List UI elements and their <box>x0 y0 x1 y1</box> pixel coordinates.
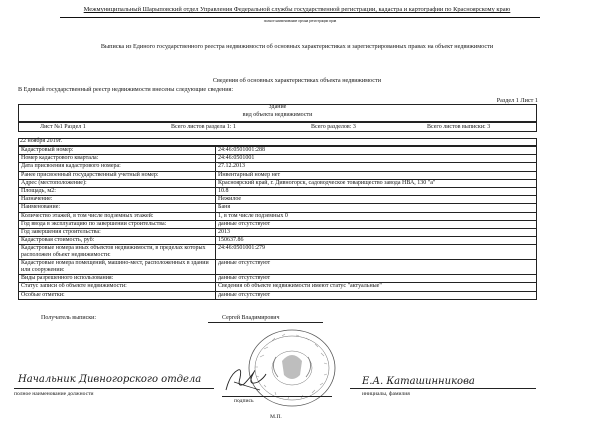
intro-text: В Единый государственный реестр недвижимости внесены следующие сведения: <box>18 86 234 93</box>
sheets-total: Всего листов выписки: 3 <box>427 124 491 130</box>
row-label: Статус записи об объекте недвижимости: <box>19 283 216 291</box>
table-row <box>19 220 537 228</box>
table-row <box>19 275 537 283</box>
table-row <box>19 260 537 275</box>
table-row <box>19 163 537 171</box>
row-value: 24:46:0501001:288 <box>216 147 537 155</box>
row-label: Дата присвоения кадастрового номера: <box>19 163 216 171</box>
row-label: Кадастровые номера иных объектов недвижимости, в пределах которых расположен объект недвижимости: <box>19 245 216 260</box>
row-label: Виды разрешенного использования: <box>19 275 216 283</box>
name-caption: инициалы, фамилия <box>362 391 410 397</box>
table-row <box>19 245 537 260</box>
office-caption: полное наименование органа регистрации прав <box>60 17 540 23</box>
table-row <box>19 228 537 236</box>
sheets-in-section: Всего листов раздела 1: 1 <box>171 124 236 130</box>
table-row <box>19 187 537 195</box>
table-row <box>19 283 537 291</box>
position-underline <box>14 388 214 389</box>
row-label: Количество этажей, в том числе подземных этажей: <box>19 212 216 220</box>
position-caption: полное наименование должности <box>14 391 94 397</box>
row-value: 27.12.2013 <box>216 163 537 171</box>
row-value: Красноярский край, г. Дивногорск, садоводческое товарищество завода НВА, 130 "а" <box>216 179 537 187</box>
table-row <box>19 171 537 179</box>
row-value: данные отсутствуют <box>216 291 537 299</box>
recipient-value: Сергей Владимирович <box>222 315 280 321</box>
row-label: Кадастровый номер: <box>19 147 216 155</box>
table-row <box>19 291 537 299</box>
row-value: 10.8 <box>216 187 537 195</box>
table-row <box>19 155 537 163</box>
name-underline <box>350 388 536 389</box>
row-value: Инвентарный номер нет <box>216 171 537 179</box>
row-value: 24:46:0501001 <box>216 155 537 163</box>
section-label: Раздел 1 Лист 1 <box>496 97 538 104</box>
row-label: Особые отметки: <box>19 291 216 299</box>
table-row <box>19 196 537 204</box>
row-value: 150637.86 <box>216 237 537 245</box>
document-title: Выписка из Единого государственного реестра недвижимости об основных характеристиках и зарегистрированных правах на объект недвижимости <box>100 43 494 50</box>
position-handwritten: Начальник Дивногорского отдела <box>18 374 202 385</box>
document-date: 22 ноября 2019г. <box>20 138 62 144</box>
sections-total: Всего разделов: 3 <box>311 124 356 130</box>
object-kind: Здание <box>268 104 287 110</box>
row-value: 24:46:0501001:279 <box>216 245 537 260</box>
table-row <box>19 212 537 220</box>
signature-caption: подпись <box>234 398 254 404</box>
row-value: Сведения об объекте недвижимости имеют статус "актуальные" <box>216 283 537 291</box>
table-row <box>19 237 537 245</box>
date-box <box>18 138 537 146</box>
office-name: Межмуниципальный Шарыповский отдел Управления Федеральной службы государственной регистрации, кадастра и картографии по Красноярскому краю <box>83 6 511 13</box>
row-value: данные отсутствуют <box>216 220 537 228</box>
handwritten-signature <box>220 364 268 396</box>
row-value: 2013 <box>216 228 537 236</box>
signature-underline <box>222 396 332 397</box>
row-value: 1, в том числе подземных 0 <box>216 212 537 220</box>
row-value: данные отсутствуют <box>216 260 537 275</box>
row-value: Нежилое <box>216 196 537 204</box>
row-label: Площадь, м2: <box>19 187 216 195</box>
stamp-caption: М.П. <box>270 414 282 420</box>
row-label: Кадастровая стоимость, руб: <box>19 237 216 245</box>
row-label: Номер кадастрового квартала: <box>19 155 216 163</box>
row-label: Ранее присвоенный государственный учетный номер: <box>19 171 216 179</box>
name-handwritten: Е.А. Каташинникова <box>362 376 475 387</box>
row-label: Назначение: <box>19 196 216 204</box>
row-label: Год ввода в эксплуатацию по завершении строительства: <box>19 220 216 228</box>
recipient-underline <box>208 322 323 323</box>
row-label: Кадастровые номера помещений, машино-мест, расположенных в здании или сооружении: <box>19 260 216 275</box>
recipient-label: Получатель выписки: <box>41 315 97 321</box>
row-label: Адрес (местоположение): <box>19 179 216 187</box>
row-value: данные отсутствуют <box>216 275 537 283</box>
table-row <box>19 204 537 212</box>
sheet-number: Лист №1 Раздел 1 <box>40 124 86 130</box>
table-row <box>19 147 537 155</box>
object-kind-caption: вид объекта недвижимости <box>242 112 313 118</box>
row-label: Наименование: <box>19 204 216 212</box>
row-label: Год завершения строительства: <box>19 228 216 236</box>
object-characteristics-table <box>18 146 537 300</box>
table-row <box>19 179 537 187</box>
document-subtitle: Сведения об основных характеристиках объекта недвижимости <box>212 77 382 84</box>
row-value: Баня <box>216 204 537 212</box>
